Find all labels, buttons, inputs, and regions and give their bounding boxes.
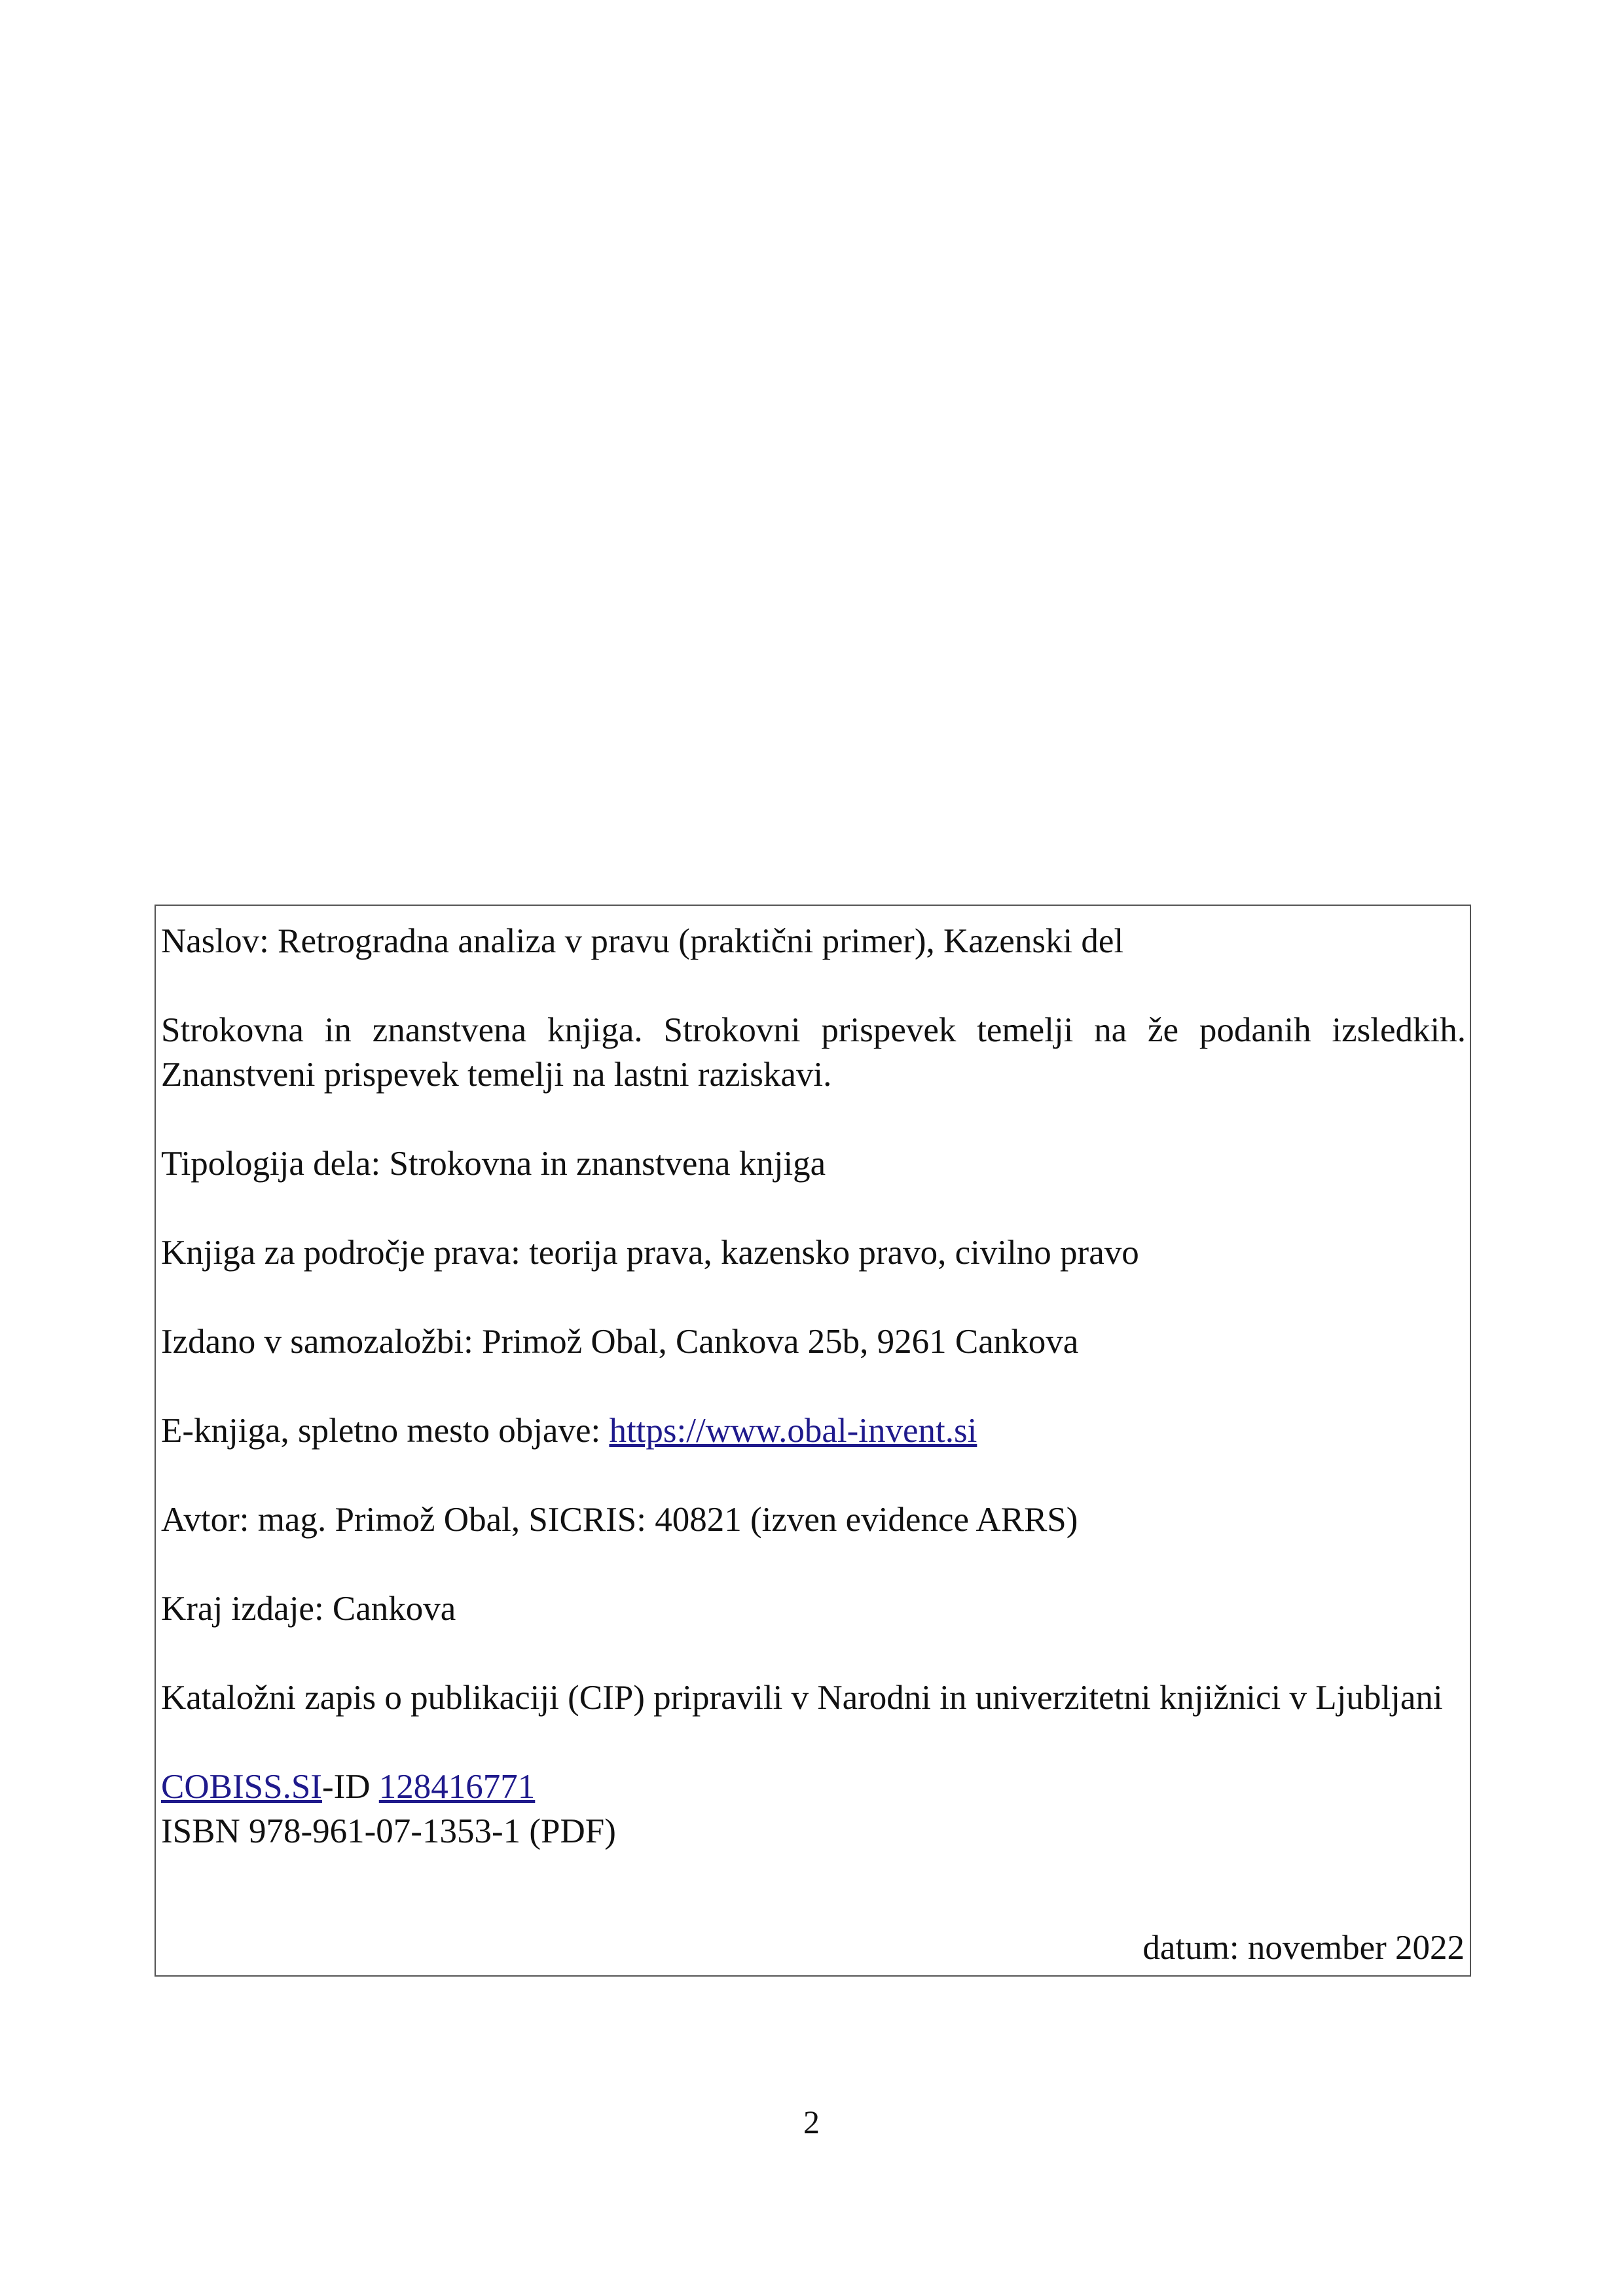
place-value: Cankova: [332, 1590, 456, 1628]
book-description: Strokovna in znanstvena knjiga. Strokovni prispevek temelji na že podanih izsledkih. Znanstveni prispevek temelji na lastni raziskavi.: [161, 1011, 1466, 1094]
publication-date: datum: november 2022: [1142, 1929, 1465, 1967]
ebook-label: E-knjiga, spletno mesto objave:: [161, 1412, 601, 1450]
field-value: teorija prava, kazensko pravo, civilno pravo: [529, 1234, 1139, 1272]
field-line: [161, 1230, 1466, 1275]
field-label: Knjiga za področje prava:: [161, 1234, 520, 1272]
cip-text: Kataložni zapis o publikaciji (CIP) pripravili v Narodni in univerzitetni knjižnici v Ljubljani: [161, 1679, 1443, 1717]
title-value: Retrogradna analiza v pravu (praktični primer), Kazenski del: [278, 922, 1124, 960]
page-number: 2: [803, 2104, 820, 2140]
title-label: Naslov:: [161, 922, 269, 960]
author-value: mag. Primož Obal, SICRIS: 40821 (izven evidence ARRS): [257, 1501, 1078, 1539]
cobiss-id-link[interactable]: 128416771: [378, 1768, 536, 1806]
typology-value: Strokovna in znanstvena knjiga: [389, 1145, 826, 1183]
cobiss-line: [161, 1765, 1466, 1809]
typology-label: Tipologija dela:: [161, 1145, 381, 1183]
cobiss-id-label: -ID: [321, 1768, 371, 1806]
website-link[interactable]: https://www.obal-invent.si: [609, 1412, 977, 1450]
author-line: [161, 1498, 1466, 1542]
cobiss-link[interactable]: COBISS.SI: [161, 1768, 322, 1806]
isbn-line: ISBN 978-961-07-1353-1 (PDF): [161, 1812, 616, 1850]
place-label: Kraj izdaje:: [161, 1590, 324, 1628]
publisher-label: Izdano v samozaložbi:: [161, 1323, 473, 1361]
typology-line: [161, 1141, 1466, 1186]
author-label: Avtor:: [161, 1501, 249, 1539]
publisher-value: Primož Obal, Cankova 25b, 9261 Cankova: [482, 1323, 1079, 1361]
place-line: [161, 1587, 1466, 1631]
publisher-line: [161, 1319, 1466, 1364]
publication-info-box: [155, 905, 1471, 1977]
ebook-line: [161, 1408, 1466, 1453]
title-line: [161, 919, 1466, 963]
